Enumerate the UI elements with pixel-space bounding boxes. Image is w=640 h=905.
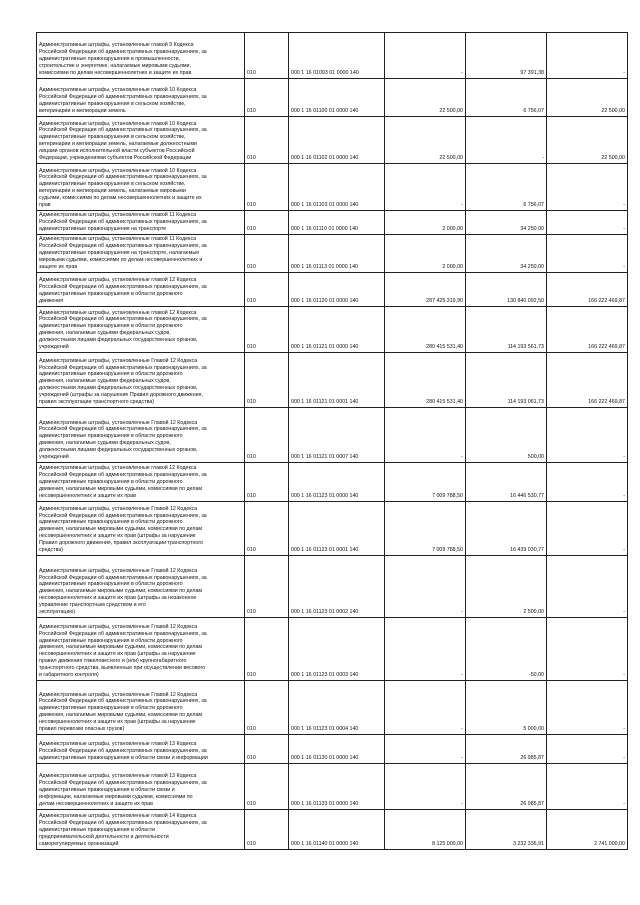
- row-code-cell: [245, 211, 289, 235]
- row-kbk-text: 000 1 16 01103 01 0000 140: [291, 202, 359, 209]
- row-value-3-text: 166 222 469,87: [588, 399, 625, 406]
- row-name-cell: [37, 33, 245, 79]
- row-value-2-cell: [466, 735, 547, 764]
- revenue-report-table: [36, 32, 628, 850]
- row-name-text: Административные штрафы, установленные Главой 12 Кодекса Российской Федерации об административных правонарушениях, за административные правонарушения в области дорожного движения, налагаемые мировыми судьями, комиссиями по делам несовершеннолетних и защите их прав (штрафы за нарушение правил движения тяжеловесного и (или) крупногабаритного транспортного средства, выявленные при осуществлении весового и габаритного контроля): [39, 623, 207, 679]
- row-code-text: 010: [247, 672, 256, 679]
- row-kbk-text: 000 1 16 01123 01 0003 140: [291, 672, 359, 679]
- row-value-1-text: -: [461, 70, 463, 77]
- row-value-3-text: -: [623, 493, 625, 500]
- table-row: [37, 764, 628, 810]
- row-name-cell: [37, 810, 245, 850]
- row-value-2-cell: [466, 556, 547, 618]
- row-kbk-cell: [289, 681, 385, 735]
- table-row: [37, 117, 628, 164]
- row-kbk-cell: [289, 235, 385, 273]
- row-code-cell: [245, 810, 289, 850]
- row-name-text: Административные штрафы, установленные главой 12 Кодекса Российской Федерации об административных правонарушениях, за административные правонарушения в области дорожного движения: [39, 277, 207, 305]
- row-value-1-text: 287 425 319,90: [426, 298, 463, 305]
- row-value-1-cell: [385, 307, 466, 353]
- row-value-2-cell: [466, 810, 547, 850]
- row-value-1-text: 280 415 531,40: [426, 399, 463, 406]
- row-name-text: Административные штрафы, установленные Главой 12 Кодекса Российской Федерации об административных правонарушениях, за административные правонарушения в области дорожного движения, налагаемые мировыми судьями, комиссиями по делам несовершеннолетних и защите их прав (штрафы за нарушение Правил дорожного движения, правил эксплуатации транспортного средства): [39, 505, 207, 554]
- row-value-3-text: -: [623, 202, 625, 209]
- row-value-3-text: -: [623, 801, 625, 808]
- row-code-text: 010: [247, 609, 256, 616]
- row-value-3-cell: [547, 618, 628, 681]
- table-row: [37, 408, 628, 463]
- row-value-3-cell: [547, 235, 628, 273]
- row-value-3-cell: [547, 463, 628, 502]
- row-value-2-cell: [466, 117, 547, 164]
- row-value-2-text: 6 756,07: [523, 202, 544, 209]
- row-value-2-cell: [466, 463, 547, 502]
- row-kbk-text: 000 1 16 01140 01 0000 140: [291, 841, 359, 848]
- row-value-1-cell: [385, 164, 466, 211]
- row-value-2-cell: [466, 211, 547, 235]
- row-value-2-text: 5 000,00: [523, 726, 544, 733]
- row-value-1-cell: [385, 735, 466, 764]
- row-value-1-cell: [385, 764, 466, 810]
- row-value-2-cell: [466, 618, 547, 681]
- row-kbk-cell: [289, 556, 385, 618]
- row-code-cell: [245, 79, 289, 117]
- row-value-1-cell: [385, 79, 466, 117]
- row-value-1-cell: [385, 618, 466, 681]
- row-value-3-text: 22 500,00: [601, 155, 625, 162]
- row-value-1-text: -: [461, 454, 463, 461]
- row-value-2-cell: [466, 273, 547, 307]
- row-value-3-text: -: [623, 609, 625, 616]
- row-kbk-text: 000 1 16 01133 01 0000 140: [291, 801, 359, 808]
- row-name-text: Административные штрафы, установленные главой 10 Кодекса Российской Федерации об административных правонарушениях, за административные правонарушения в сельском хозяйстве, ветеринарии и мелиорации земель, налагаемые мировыми судьями, комиссиями по делам несовершеннолетних и защите их прав: [39, 167, 207, 209]
- row-kbk-cell: [289, 735, 385, 764]
- table-row: [37, 33, 628, 79]
- row-kbk-text: 000 1 16 01121 01 0000 140: [291, 344, 359, 351]
- table-row: [37, 681, 628, 735]
- row-name-cell: [37, 353, 245, 408]
- row-kbk-cell: [289, 79, 385, 117]
- row-kbk-text: 000 1 16 01120 01 0000 140: [291, 298, 359, 305]
- row-kbk-text: 000 1 16 01123 01 0001 140: [291, 547, 359, 554]
- row-value-2-cell: [466, 307, 547, 353]
- row-value-1-text: -: [461, 755, 463, 762]
- row-value-2-cell: [466, 502, 547, 556]
- row-name-cell: [37, 502, 245, 556]
- row-name-cell: [37, 735, 245, 764]
- row-name-text: Административные штрафы, установленные главой 11 Кодекса Российской Федерации об административных правонарушениях, за административные правонарушения на транспорте: [39, 212, 207, 233]
- row-code-cell: [245, 273, 289, 307]
- row-code-text: 010: [247, 70, 256, 77]
- row-value-2-text: 34 250,00: [520, 264, 544, 271]
- row-kbk-cell: [289, 353, 385, 408]
- row-value-2-text: 130 840 092,50: [507, 298, 544, 305]
- row-name-cell: [37, 618, 245, 681]
- row-value-2-text: -50,00: [528, 672, 544, 679]
- row-value-3-cell: [547, 164, 628, 211]
- row-value-3-cell: [547, 502, 628, 556]
- table-row: [37, 502, 628, 556]
- row-value-1-cell: [385, 502, 466, 556]
- row-code-text: 010: [247, 547, 256, 554]
- row-value-3-text: 166 222 469,87: [588, 344, 625, 351]
- row-code-cell: [245, 764, 289, 810]
- row-name-cell: [37, 556, 245, 618]
- row-value-2-cell: [466, 681, 547, 735]
- row-code-cell: [245, 307, 289, 353]
- row-code-cell: [245, 556, 289, 618]
- row-kbk-text: 000 1 16 01110 01 0000 140: [291, 226, 358, 233]
- row-value-1-text: -: [461, 672, 463, 679]
- row-kbk-cell: [289, 117, 385, 164]
- row-value-1-text: -: [461, 726, 463, 733]
- row-name-text: Административные штрафы, установленные главой 12 Кодекса Российской Федерации об административных правонарушениях, за административные правонарушения в области дорожного движения, налагаемые мировыми судьями, комиссиями по делам несовершеннолетних и защите их прав: [39, 465, 207, 500]
- row-value-3-cell: [547, 307, 628, 353]
- row-kbk-text: 000 1 16 01113 01 0000 140: [291, 264, 358, 271]
- row-value-3-cell: [547, 117, 628, 164]
- row-value-1-text: 7 009 788,50: [432, 493, 463, 500]
- row-code-text: 010: [247, 298, 256, 305]
- row-kbk-cell: [289, 408, 385, 463]
- row-name-cell: [37, 117, 245, 164]
- table-row: [37, 810, 628, 850]
- row-code-text: 010: [247, 264, 256, 271]
- row-value-2-text: 26 985,87: [520, 755, 544, 762]
- row-code-text: 010: [247, 399, 256, 406]
- row-value-1-cell: [385, 408, 466, 463]
- row-code-cell: [245, 164, 289, 211]
- row-code-text: 010: [247, 454, 256, 461]
- row-kbk-text: 000 1 16 01123 01 0004 140: [291, 726, 359, 733]
- row-value-3-text: -: [623, 726, 625, 733]
- row-code-cell: [245, 33, 289, 79]
- row-value-1-text: 8 125 000,00: [432, 841, 463, 848]
- row-value-1-text: 22 500,00: [439, 108, 463, 115]
- row-value-1-cell: [385, 556, 466, 618]
- row-code-text: 010: [247, 226, 256, 233]
- row-kbk-cell: [289, 164, 385, 211]
- row-kbk-text: 000 1 16 01100 01 0000 140: [291, 108, 359, 115]
- row-code-cell: [245, 408, 289, 463]
- table-row: [37, 353, 628, 408]
- row-value-3-cell: [547, 273, 628, 307]
- row-name-text: Административные штрафы, установленные главой 11 Кодекса Российской Федерации об административных правонарушениях, за административные правонарушения на транспорте, налагаемые мировыми судьями, комиссиями по делам несовершеннолетних и защите их прав: [39, 236, 207, 271]
- row-value-1-text: 22 500,00: [439, 155, 463, 162]
- table-row: [37, 307, 628, 353]
- report-table-body: [37, 33, 628, 850]
- table-row: [37, 463, 628, 502]
- row-value-2-text: 97 391,38: [520, 70, 544, 77]
- row-name-text: Административные штрафы, установленные главой 10 Кодекса Российской Федерации об административных правонарушениях, за административные правонарушения в сельском хозяйстве, ветеринарии и мелиорации земель, налагаемые должностными лицами органов исполнительной власти субъектов Российской Федерации, учреждениями субъектов Российской Федерации: [39, 120, 207, 162]
- row-kbk-cell: [289, 273, 385, 307]
- row-kbk-cell: [289, 463, 385, 502]
- row-code-text: 010: [247, 202, 256, 209]
- row-name-cell: [37, 164, 245, 211]
- row-code-text: 010: [247, 755, 256, 762]
- row-value-1-text: -: [461, 801, 463, 808]
- row-value-1-cell: [385, 33, 466, 79]
- row-name-cell: [37, 764, 245, 810]
- row-value-3-text: -: [623, 755, 625, 762]
- row-value-1-text: 7 009 788,50: [432, 547, 463, 554]
- row-value-2-text: 26 985,87: [520, 801, 544, 808]
- row-value-1-cell: [385, 681, 466, 735]
- row-value-1-cell: [385, 810, 466, 850]
- row-value-2-text: 34 250,00: [520, 226, 544, 233]
- row-kbk-cell: [289, 33, 385, 79]
- row-value-3-text: -: [623, 454, 625, 461]
- table-row: [37, 556, 628, 618]
- row-code-text: 010: [247, 344, 256, 351]
- row-value-2-text: 16 439 030,77: [510, 547, 544, 554]
- table-row: [37, 79, 628, 117]
- row-name-text: Административные штрафы, установленные главой 13 Кодекса Российской Федерации об административных правонарушениях, за административные правонарушения в области связи и информации: [39, 741, 208, 762]
- row-name-text: Административные штрафы, установленные главой 12 Кодекса Российской Федерации об административных правонарушениях, за административные правонарушения в области дорожного движения, налагаемые судьями федеральных судов, должностными лицами федеральных государственных органов, учреждений: [39, 309, 207, 351]
- table-row: [37, 164, 628, 211]
- row-kbk-text: 000 1 16 01123 01 0000 140: [291, 493, 359, 500]
- row-value-2-cell: [466, 353, 547, 408]
- row-code-cell: [245, 681, 289, 735]
- row-value-1-cell: [385, 273, 466, 307]
- row-value-2-cell: [466, 408, 547, 463]
- row-value-3-cell: [547, 735, 628, 764]
- row-value-1-text: 2 000,00: [442, 226, 463, 233]
- row-value-1-text: -: [461, 202, 463, 209]
- row-value-2-text: 6 756,07: [523, 108, 544, 115]
- row-code-cell: [245, 502, 289, 556]
- row-value-3-cell: [547, 408, 628, 463]
- row-value-2-text: 114 193 061,73: [507, 399, 544, 406]
- row-kbk-text: 000 1 16 01123 01 0002 140: [291, 609, 359, 616]
- row-value-3-text: -: [623, 672, 625, 679]
- row-kbk-cell: [289, 618, 385, 681]
- row-value-1-cell: [385, 117, 466, 164]
- table-row: [37, 211, 628, 235]
- row-value-3-cell: [547, 764, 628, 810]
- row-code-text: 010: [247, 108, 256, 115]
- row-kbk-cell: [289, 307, 385, 353]
- row-value-3-cell: [547, 211, 628, 235]
- table-row: [37, 273, 628, 307]
- row-value-2-text: 3 232 336,91: [513, 841, 544, 848]
- row-kbk-text: 000 1 16 01121 01 0007 140: [291, 454, 359, 461]
- row-code-text: 010: [247, 801, 256, 808]
- row-kbk-text: 000 1 16 01093 01 0000 140: [291, 70, 359, 77]
- row-value-3-cell: [547, 79, 628, 117]
- row-name-text: Административные штрафы, установленные Главой 12 Кодекса Российской Федерации об административных правонарушениях, за административные правонарушения в области дорожного движения, налагаемые судьями федеральных судов, должностными лицами федеральных государственных органов, учреждений (штрафы за нарушение Правил дорожного движения, правил эксплуатации транспортного средства): [39, 357, 207, 406]
- row-name-text: Административные штрафы, установленные Главой 12 Кодекса Российской Федерации об административных правонарушениях, за административные правонарушения в области дорожного движения, налагаемые судьями федеральных судов, должностными лицами федеральных государственных органов, учреждений: [39, 419, 207, 461]
- row-name-cell: [37, 307, 245, 353]
- row-value-1-cell: [385, 211, 466, 235]
- row-value-3-cell: [547, 556, 628, 618]
- row-value-2-cell: [466, 33, 547, 79]
- row-value-3-cell: [547, 810, 628, 850]
- row-code-cell: [245, 618, 289, 681]
- row-code-text: 010: [247, 726, 256, 733]
- row-code-cell: [245, 353, 289, 408]
- row-value-3-text: 166 222 469,87: [588, 298, 625, 305]
- row-name-cell: [37, 681, 245, 735]
- row-code-cell: [245, 235, 289, 273]
- row-name-cell: [37, 463, 245, 502]
- row-value-3-cell: [547, 681, 628, 735]
- row-value-1-text: 280 415 531,40: [426, 344, 463, 351]
- row-value-2-text: 500,00: [527, 454, 544, 461]
- row-name-text: Административные штрафы, установленные главой 14 Кодекса Российской Федерации об административных правонарушениях, за административные правонарушения в области предпринимательской деятельности и деятельности саморегулируемых организаций: [39, 813, 207, 848]
- row-value-2-text: 2 500,00: [523, 609, 544, 616]
- row-value-3-text: 2 741 000,00: [594, 841, 625, 848]
- row-value-1-cell: [385, 235, 466, 273]
- row-kbk-text: 000 1 16 01102 01 0000 140: [291, 155, 359, 162]
- row-code-cell: [245, 117, 289, 164]
- row-value-3-text: -: [623, 226, 625, 233]
- row-code-text: 010: [247, 841, 256, 848]
- row-value-1-text: -: [461, 609, 463, 616]
- row-name-text: Административные штрафы, установленные Главой 12 Кодекса Российской Федерации об административных правонарушениях, за административные правонарушения в области дорожного движения, налагаемые мировыми судьями, комиссиями по делам несовершеннолетних и защите их прав (штрафы за нарушение правил перевозки опасных грузов): [39, 691, 207, 733]
- row-code-cell: [245, 463, 289, 502]
- row-kbk-text: 000 1 16 01121 01 0001 140: [291, 399, 359, 406]
- row-name-cell: [37, 79, 245, 117]
- row-name-text: Административные штрафы, установленные главой 9 Кодекса Российской Федерации об административных правонарушениях, за административные правонарушения в промышленности, строительстве и энергетике, налагаемые мировыми судьями, комиссиями по делам несовершеннолетних и защите их прав: [39, 42, 207, 77]
- row-value-2-text: 16 446 530,77: [510, 493, 544, 500]
- row-value-2-text: 114 193 561,73: [507, 344, 544, 351]
- row-value-1-cell: [385, 463, 466, 502]
- row-value-2-cell: [466, 764, 547, 810]
- row-kbk-cell: [289, 211, 385, 235]
- row-code-text: 010: [247, 155, 256, 162]
- row-name-cell: [37, 211, 245, 235]
- row-value-2-text: -: [542, 155, 544, 162]
- row-kbk-cell: [289, 764, 385, 810]
- row-name-cell: [37, 235, 245, 273]
- row-value-3-cell: [547, 33, 628, 79]
- row-value-1-cell: [385, 353, 466, 408]
- table-row: [37, 735, 628, 764]
- row-name-cell: [37, 273, 245, 307]
- table-row: [37, 235, 628, 273]
- row-value-3-text: 22 500,00: [601, 108, 625, 115]
- row-name-text: Административные штрафы, установленные главой 10 Кодекса Российской Федерации об административных правонарушениях, за административные правонарушения в сельском хозяйстве, ветеринарии и мелиорации земель: [39, 87, 207, 115]
- row-kbk-cell: [289, 502, 385, 556]
- row-value-1-text: 2 000,00: [442, 264, 463, 271]
- row-value-3-text: -: [623, 70, 625, 77]
- row-value-3-text: -: [623, 547, 625, 554]
- row-name-text: Административные штрафы, установленные главой 13 Кодекса Российской Федерации об административных правонарушениях, за административные правонарушения в области связи и информации, налагаемые мировыми судьями, комиссиями по делам несовершеннолетних и защите их прав: [39, 773, 207, 808]
- row-value-3-cell: [547, 353, 628, 408]
- row-code-cell: [245, 735, 289, 764]
- row-kbk-cell: [289, 810, 385, 850]
- row-value-2-cell: [466, 164, 547, 211]
- table-row: [37, 618, 628, 681]
- row-value-2-cell: [466, 235, 547, 273]
- row-value-2-cell: [466, 79, 547, 117]
- row-name-cell: [37, 408, 245, 463]
- row-kbk-text: 000 1 16 01130 01 0000 140: [291, 755, 359, 762]
- row-name-text: Административные штрафы, установленные Главой 12 Кодекса Российской Федерации об административных правонарушениях, за административные правонарушения в области дорожного движения, налагаемые мировыми судьями, комиссиями по делам несовершеннолетних и защите их прав (штрафы за незаконное управление транспортным средством и его эксплуатацию): [39, 567, 207, 616]
- row-value-3-text: -: [623, 264, 625, 271]
- row-code-text: 010: [247, 493, 256, 500]
